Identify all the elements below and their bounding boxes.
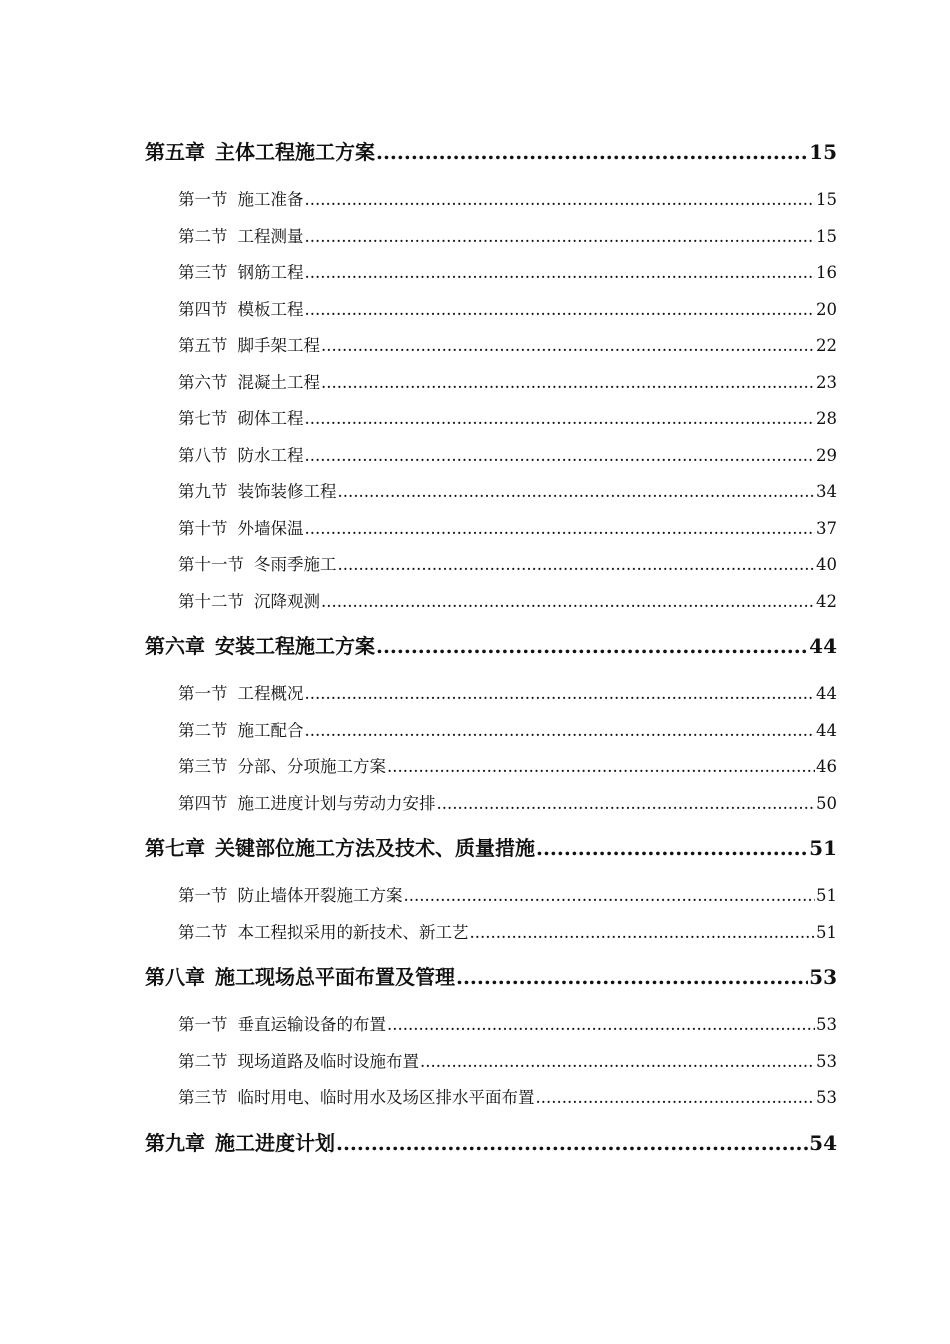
- dot-leader: [338, 547, 816, 584]
- section-label: [178, 438, 304, 475]
- section-number: 第十一节: [178, 555, 244, 574]
- toc-section-entry[interactable]: [145, 878, 837, 915]
- chapter-page-number: 54: [809, 1130, 837, 1155]
- dot-leader: [305, 676, 816, 713]
- section-label: [178, 474, 337, 511]
- section-title: 工程概况: [237, 684, 304, 703]
- dot-leader: [305, 438, 816, 475]
- toc-chapter-entry[interactable]: [145, 957, 837, 997]
- section-title: 混凝土工程: [237, 372, 320, 392]
- dot-leader: [387, 749, 815, 786]
- dot-leader: [305, 401, 816, 438]
- section-title: 现场道路及临时设施布置: [237, 1051, 419, 1071]
- section-label: [178, 219, 304, 256]
- toc-section-entry[interactable]: [145, 676, 837, 713]
- toc-section-entry[interactable]: [145, 1080, 837, 1117]
- section-page-number: 44: [816, 720, 837, 740]
- dot-leader: [338, 474, 816, 511]
- dot-leader: [404, 878, 816, 915]
- section-number: 第一节: [178, 684, 228, 703]
- section-label: [178, 292, 304, 329]
- section-page-number: 42: [816, 591, 837, 611]
- section-title: 防止墙体开裂施工方案: [237, 886, 403, 905]
- dot-leader: [376, 132, 808, 172]
- section-number: 第一节: [178, 886, 228, 905]
- section-number: 第十二节: [178, 591, 244, 611]
- section-page-number: 16: [816, 263, 837, 282]
- dot-leader: [536, 1080, 816, 1117]
- section-title: 施工准备: [237, 190, 304, 209]
- section-number: 第二节: [178, 922, 228, 942]
- section-label: [178, 749, 386, 786]
- toc-section-entry[interactable]: [145, 255, 837, 292]
- chapter-label: [145, 626, 375, 666]
- section-label: [178, 401, 304, 438]
- section-number: 第二节: [178, 226, 228, 246]
- section-number: 第四节: [178, 299, 228, 319]
- section-label: [178, 786, 436, 823]
- chapter-page-number: 15: [809, 140, 837, 164]
- toc-chapter-entry[interactable]: [145, 828, 837, 868]
- toc-section-entry[interactable]: [145, 749, 837, 786]
- section-number: 第三节: [178, 263, 228, 282]
- section-label: [178, 915, 469, 952]
- chapter-title: 施工进度计划: [215, 1130, 335, 1155]
- section-page-number: 37: [816, 518, 837, 538]
- section-page-number: 53: [816, 1015, 837, 1034]
- section-number: 第二节: [178, 1051, 228, 1071]
- dot-leader: [305, 182, 816, 219]
- section-title: 垂直运输设备的布置: [237, 1015, 386, 1034]
- dot-leader: [470, 915, 816, 952]
- chapter-title: 安装工程施工方案: [215, 634, 375, 658]
- toc-chapter-entry[interactable]: [145, 1123, 837, 1163]
- toc-section-entry[interactable]: [145, 713, 837, 750]
- toc-section-entry[interactable]: [145, 1044, 837, 1081]
- toc-section-entry[interactable]: [145, 584, 837, 621]
- chapter-label: [145, 132, 375, 172]
- section-page-number: 23: [816, 372, 837, 392]
- section-title: 装饰装修工程: [237, 482, 337, 501]
- toc-section-entry[interactable]: [145, 292, 837, 329]
- section-number: 第三节: [178, 757, 228, 776]
- section-title: 冬雨季施工: [254, 555, 337, 574]
- chapter-number: 第五章: [145, 140, 205, 164]
- section-number: 第八节: [178, 445, 228, 465]
- toc-section-entry[interactable]: [145, 1007, 837, 1044]
- toc-section-entry[interactable]: [145, 365, 837, 402]
- section-number: 第一节: [178, 1015, 228, 1034]
- toc-section-entry[interactable]: [145, 547, 837, 584]
- section-page-number: 40: [816, 555, 837, 574]
- chapter-page-number: 44: [809, 634, 837, 658]
- toc-section-entry[interactable]: [145, 438, 837, 475]
- dot-leader: [420, 1044, 815, 1081]
- dot-leader: [456, 957, 808, 997]
- chapter-label: [145, 1123, 335, 1163]
- dot-leader: [387, 1007, 815, 1044]
- toc-section-entry[interactable]: [145, 401, 837, 438]
- section-page-number: 51: [816, 886, 837, 905]
- section-page-number: 29: [816, 445, 837, 465]
- section-number: 第四节: [178, 793, 228, 813]
- dot-leader: [305, 713, 816, 750]
- section-label: [178, 1007, 386, 1044]
- spacer: [145, 172, 837, 182]
- section-title: 沉降观测: [254, 591, 320, 611]
- spacer: [145, 997, 837, 1007]
- section-page-number: 34: [816, 482, 837, 501]
- chapter-label: [145, 957, 455, 997]
- section-title: 钢筋工程: [237, 263, 304, 282]
- section-title: 工程测量: [237, 226, 304, 246]
- dot-leader: [305, 255, 816, 292]
- dot-leader: [305, 292, 816, 329]
- dot-leader: [321, 328, 815, 365]
- section-number: 第二节: [178, 720, 228, 740]
- section-page-number: 20: [816, 299, 837, 319]
- section-page-number: 22: [816, 336, 837, 355]
- section-number: 第十节: [178, 518, 228, 538]
- section-page-number: 28: [816, 409, 837, 428]
- section-number: 第一节: [178, 190, 228, 209]
- section-label: [178, 713, 304, 750]
- section-title: 脚手架工程: [237, 336, 320, 355]
- section-title: 本工程拟采用的新技术、新工艺: [237, 922, 469, 942]
- toc-section-entry[interactable]: [145, 915, 837, 952]
- toc-section-entry[interactable]: [145, 328, 837, 365]
- section-title: 分部、分项施工方案: [237, 757, 386, 776]
- section-page-number: 51: [816, 922, 837, 942]
- section-title: 模板工程: [237, 299, 304, 319]
- section-label: [178, 1044, 419, 1081]
- chapter-title: 主体工程施工方案: [215, 140, 375, 164]
- section-title: 外墙保温: [237, 518, 304, 538]
- section-label: [178, 511, 304, 548]
- section-label: [178, 676, 304, 713]
- section-label: [178, 1080, 535, 1117]
- toc-chapter-entry[interactable]: [145, 626, 837, 666]
- section-label: [178, 878, 403, 915]
- section-title: 临时用电、临时用水及场区排水平面布置: [237, 1088, 535, 1107]
- section-title: 施工进度计划与劳动力安排: [237, 793, 436, 813]
- section-number: 第五节: [178, 336, 228, 355]
- toc-section-entry[interactable]: [145, 474, 837, 511]
- dot-leader: [536, 828, 808, 868]
- chapter-number: 第六章: [145, 634, 205, 658]
- section-title: 防水工程: [237, 445, 304, 465]
- section-label: [178, 547, 337, 584]
- chapter-title: 关键部位施工方法及技术、质量措施: [215, 836, 535, 860]
- section-page-number: 53: [816, 1088, 837, 1107]
- chapter-number: 第七章: [145, 836, 205, 860]
- toc-section-entry[interactable]: [145, 182, 837, 219]
- section-label: [178, 255, 304, 292]
- dot-leader: [321, 584, 815, 621]
- dot-leader: [437, 786, 816, 823]
- section-page-number: 15: [816, 190, 837, 209]
- chapter-page-number: 51: [809, 836, 837, 860]
- section-page-number: 15: [816, 226, 837, 246]
- chapter-page-number: 53: [809, 965, 837, 989]
- section-title: 施工配合: [237, 720, 304, 740]
- toc-section-entry[interactable]: [145, 511, 837, 548]
- toc-chapter-entry[interactable]: [145, 132, 837, 172]
- section-number: 第六节: [178, 372, 228, 392]
- chapter-number: 第八章: [145, 965, 205, 989]
- section-label: [178, 328, 320, 365]
- section-number: 第七节: [178, 409, 228, 428]
- dot-leader: [376, 626, 808, 666]
- dot-leader: [305, 511, 816, 548]
- section-page-number: 50: [816, 793, 837, 813]
- chapter-label: [145, 828, 535, 868]
- dot-leader: [321, 365, 815, 402]
- section-number: 第三节: [178, 1088, 228, 1107]
- section-page-number: 44: [816, 684, 837, 703]
- section-number: 第九节: [178, 482, 228, 501]
- spacer: [145, 868, 837, 878]
- table-of-contents: [145, 132, 837, 1163]
- chapter-number: 第九章: [145, 1130, 205, 1155]
- section-label: [178, 584, 320, 621]
- toc-section-entry[interactable]: [145, 786, 837, 823]
- spacer: [145, 666, 837, 676]
- dot-leader: [336, 1123, 808, 1163]
- chapter-title: 施工现场总平面布置及管理: [215, 965, 455, 989]
- section-label: [178, 182, 304, 219]
- section-title: 砌体工程: [237, 409, 304, 428]
- section-page-number: 46: [816, 757, 837, 776]
- section-page-number: 53: [816, 1051, 837, 1071]
- dot-leader: [305, 219, 816, 256]
- toc-section-entry[interactable]: [145, 219, 837, 256]
- section-label: [178, 365, 320, 402]
